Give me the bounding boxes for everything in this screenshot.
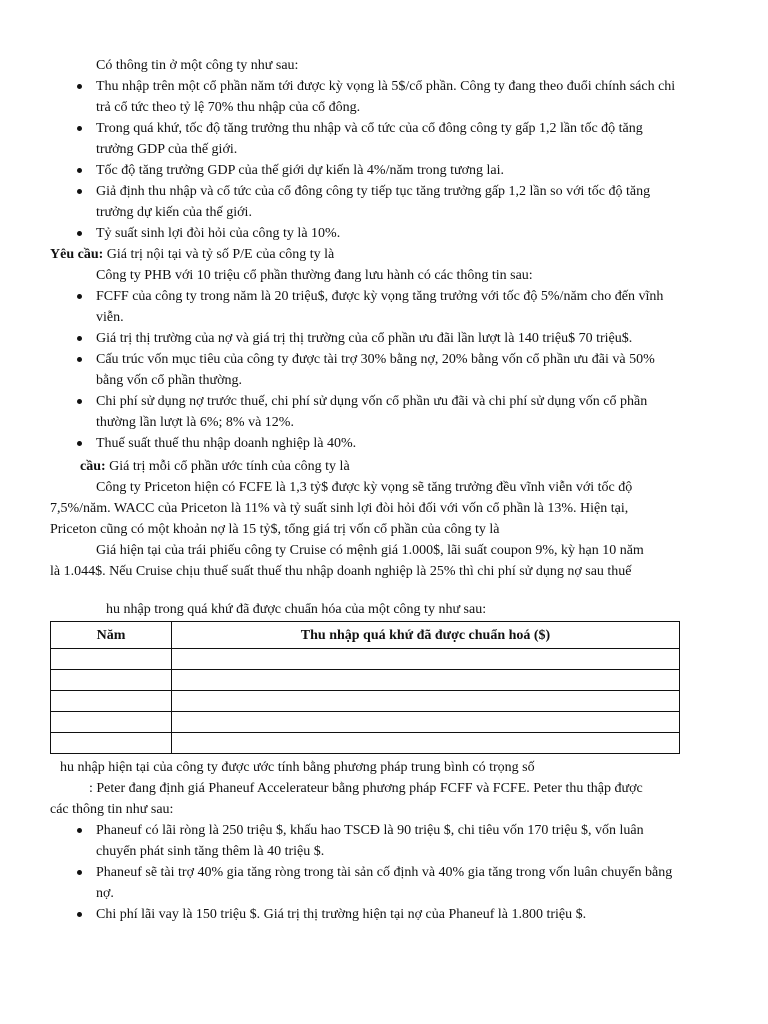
section1-bullet-list bbox=[0, 76, 768, 244]
section1-intro: Có thông tin ở một công ty như sau: bbox=[96, 58, 299, 73]
table-row bbox=[51, 712, 680, 733]
historical-income-table bbox=[50, 621, 680, 754]
section4-line-1: Giá hiện tại của trái phiếu công ty Cruise có mệnh giá 1.000$, lãi suất coupon 9%, kỳ hạn 10 năm bbox=[96, 543, 644, 558]
section5-intro: hu nhập trong quá khứ đã được chuẩn hóa của một công ty như sau: bbox=[106, 602, 487, 617]
section4-line-2: là 1.044$. Nếu Cruise chịu thuế suất thuế thu nhập doanh nghiệp là 25% thì chi phí sử dụng nợ sau thuế bbox=[50, 564, 632, 579]
table-cell bbox=[172, 712, 680, 733]
table-cell bbox=[51, 712, 172, 733]
section5-after: hu nhập hiện tại của công ty được ước tính bằng phương pháp trung bình có trọng số bbox=[60, 760, 535, 775]
section2-bullet-list bbox=[0, 286, 768, 454]
table-row bbox=[51, 691, 680, 712]
column-header-year: Năm bbox=[51, 622, 172, 649]
requirement-text: Giá trị nội tại và tỷ số P/E của công ty là bbox=[103, 247, 335, 262]
table-cell bbox=[51, 670, 172, 691]
list-item: Giá trị thị trường của nợ và giá trị thị trường của cổ phần ưu đãi lần lượt là 140 triệu$ 70 triệu$. bbox=[0, 328, 680, 349]
list-item: Tỷ suất sinh lợi đòi hỏi của công ty là 10%. bbox=[0, 223, 680, 244]
section3-line-3: Priceton cũng có một khoản nợ là 15 tỷ$, tổng giá trị vốn cổ phần của công ty là bbox=[50, 522, 500, 537]
table-cell bbox=[172, 691, 680, 712]
list-item: FCFF của công ty trong năm là 20 triệu$, được kỳ vọng tăng trưởng với tốc độ 5%/năm cho đến vĩnh viễn. bbox=[0, 286, 680, 328]
table-row bbox=[51, 649, 680, 670]
table-cell bbox=[51, 691, 172, 712]
list-item: Phaneuf có lãi ròng là 250 triệu $, khấu hao TSCĐ là 90 triệu $, chi tiêu vốn 170 triệu $, vốn luân chuyển phát sinh tăng thêm là 40 triệu $. bbox=[0, 820, 680, 862]
section3-line-2: 7,5%/năm. WACC của Priceton là 11% và tỷ suất sinh lợi đòi hỏi đối với vốn cổ phần là 13%. Hiện tại, bbox=[50, 501, 629, 516]
list-item: Trong quá khứ, tốc độ tăng trưởng thu nhập và cổ tức của cổ đông công ty gấp 1,2 lần tốc độ tăng trưởng GDP của thế giới. bbox=[0, 118, 680, 160]
table-header-row bbox=[51, 622, 680, 649]
list-item: Phaneuf sẽ tài trợ 40% gia tăng ròng trong tài sản cố định và 40% gia tăng trong vốn luân chuyển bằng nợ. bbox=[0, 862, 680, 904]
table-cell bbox=[51, 733, 172, 754]
column-header-income: Thu nhập quá khứ đã được chuẩn hoá ($) bbox=[172, 622, 680, 649]
section6-line-1: : Peter đang định giá Phaneuf Accelerateur bằng phương pháp FCFF và FCFE. Peter thu thập được bbox=[89, 781, 643, 796]
table-cell bbox=[172, 670, 680, 691]
list-item: Tốc độ tăng trưởng GDP của thế giới dự kiến là 4%/năm trong tương lai. bbox=[0, 160, 680, 181]
table-row bbox=[51, 670, 680, 691]
list-item: Thuế suất thuế thu nhập doanh nghiệp là 40%. bbox=[0, 433, 680, 454]
list-item: Cấu trúc vốn mục tiêu của công ty được tài trợ 30% bằng nợ, 20% bằng vốn cổ phần ưu đãi và 50% bằng vốn cổ phần thường. bbox=[0, 349, 680, 391]
section2-intro: Công ty PHB với 10 triệu cổ phần thường đang lưu hành có các thông tin sau: bbox=[96, 268, 533, 283]
requirement-label: cầu: bbox=[80, 459, 106, 474]
table-cell bbox=[172, 733, 680, 754]
section3-line-1: Công ty Priceton hiện có FCFE là 1,3 tỷ$ được kỳ vọng sẽ tăng trưởng đều vĩnh viễn với tốc độ bbox=[96, 480, 633, 495]
table-cell bbox=[172, 649, 680, 670]
section6-line-2: các thông tin như sau: bbox=[50, 802, 174, 817]
list-item: Chi phí lãi vay là 150 triệu $. Giá trị thị trường hiện tại nợ của Phaneuf là 1.800 triệu $. bbox=[0, 904, 680, 925]
list-item: Chi phí sử dụng nợ trước thuế, chi phí sử dụng vốn cổ phần ưu đãi và chi phí sử dụng vốn cổ phần thường lần lượt là 6%; 8% và 12%. bbox=[0, 391, 680, 433]
section2-requirement bbox=[80, 456, 710, 477]
list-item: Giả định thu nhập và cổ tức của cổ đông công ty tiếp tục tăng trưởng gấp 1,2 lần so với tốc độ tăng trưởng dự kiến của thế giới. bbox=[0, 181, 680, 223]
requirement-text: Giá trị mỗi cổ phần ước tính của công ty là bbox=[105, 459, 350, 474]
table-row bbox=[51, 733, 680, 754]
table-cell bbox=[51, 649, 172, 670]
section1-requirement bbox=[50, 244, 680, 265]
section6-bullet-list bbox=[0, 820, 768, 925]
requirement-label: Yêu cầu: bbox=[50, 247, 104, 262]
list-item: Thu nhập trên một cổ phần năm tới được kỳ vọng là 5$/cổ phần. Công ty đang theo đuổi chính sách chi trả cổ tức theo tỷ lệ 70% thu nhập của cổ đông. bbox=[0, 76, 680, 118]
